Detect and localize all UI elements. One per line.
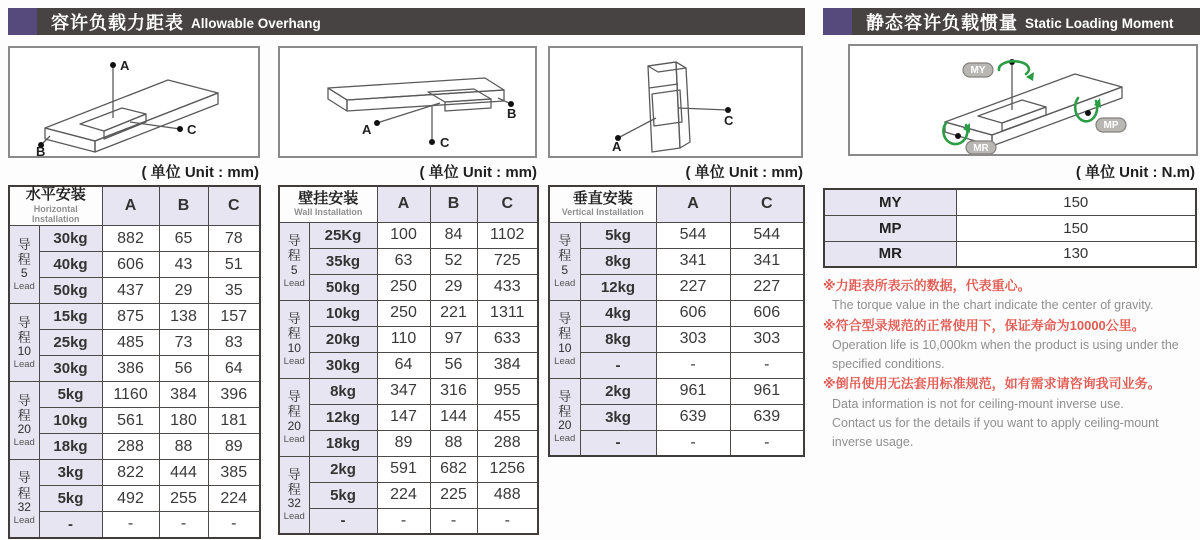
lead-cell [279, 300, 309, 378]
table-title-zh: 水平安装 [25, 186, 86, 203]
value-cell: 1256 [477, 456, 538, 482]
vertical-rail-drawing [550, 48, 801, 156]
lead-line: 程 [17, 252, 31, 267]
accent-square [823, 8, 852, 35]
lead-cell [549, 222, 580, 300]
table-title-en: Wall Installation [294, 207, 363, 218]
table-row [279, 300, 538, 326]
lead-line: 10 [17, 344, 31, 359]
table-row [279, 482, 538, 508]
load-cell: 8kg [309, 378, 377, 404]
lead-cell [9, 226, 39, 304]
load-cell: 5kg [580, 222, 656, 248]
value-cell: 227 [730, 274, 804, 300]
lead-line: 导 [287, 466, 301, 482]
moment-label: MY [824, 189, 956, 215]
load-cell: 15kg [39, 304, 102, 330]
value-cell: 384 [477, 352, 538, 378]
note-en-line: Contact us for the details if you want to apply ceiling-mount [832, 415, 1159, 430]
load-cell: 30kg [39, 226, 102, 252]
value-cell: 606 [656, 300, 730, 326]
value-cell: 180 [159, 408, 208, 434]
diagram-vertical-installation [548, 46, 803, 158]
section-title-en: Static Loading Moment [1025, 15, 1174, 31]
load-cell: 10kg [39, 408, 102, 434]
value-cell: 64 [208, 356, 260, 382]
lead-line: 导 [558, 388, 572, 404]
value-cell: 89 [377, 430, 430, 456]
section-title-zh: 容许负载力距表 [51, 12, 184, 33]
notes-block [823, 276, 1200, 453]
value-cell: 29 [159, 278, 208, 304]
horizontal-installation-table [8, 185, 261, 539]
value-cell: 181 [208, 408, 260, 434]
value-cell: - [656, 352, 730, 378]
unit-label-mm: ( 单位 Unit : mm) [685, 164, 803, 181]
lead-line: 5 [290, 262, 298, 277]
value-cell: 347 [377, 378, 430, 404]
lead-line: Lead [554, 355, 576, 367]
load-cell: 18kg [39, 434, 102, 460]
value-cell: 88 [430, 430, 477, 456]
note-zh-line: ※力距表所表示的数据，代表重心。 [823, 278, 1031, 293]
note-en-line: The torque value in the chart indicate the center of gravity. [832, 298, 1154, 313]
table-row [279, 404, 538, 430]
value-cell: 303 [730, 326, 804, 352]
load-cell: 12kg [309, 404, 377, 430]
value-cell: - [430, 508, 477, 534]
table-row [549, 326, 804, 352]
load-cell: 2kg [309, 456, 377, 482]
point-b-label: B [36, 144, 46, 156]
moment-row [824, 241, 1196, 267]
load-cell: 3kg [39, 460, 102, 486]
load-cell: 8kg [580, 326, 656, 352]
table-row [279, 248, 538, 274]
load-cell: 30kg [39, 356, 102, 382]
section-header-allowable-overhang [8, 8, 805, 35]
table-title-en: Horizontal Installation [32, 203, 80, 225]
value-cell: 64 [377, 352, 430, 378]
lead-line: 程 [287, 482, 301, 498]
table-title-zh: 壁挂安装 [298, 189, 359, 207]
section-title-en: Allowable Overhang [191, 15, 321, 31]
unit-label-nm: ( 单位 Unit : N.m) [1075, 164, 1195, 181]
value-cell: 544 [656, 222, 730, 248]
lead-line: Lead [13, 437, 35, 449]
load-cell: 30kg [309, 352, 377, 378]
lead-line: 导 [17, 392, 31, 408]
table-row [9, 304, 260, 330]
table-row [549, 222, 804, 248]
column-header-b: B [159, 186, 208, 226]
lead-line: Lead [283, 433, 305, 445]
value-cell: 561 [102, 408, 159, 434]
value-cell: 544 [730, 222, 804, 248]
moment-label: MR [824, 241, 956, 267]
moment-rail-drawing [850, 46, 1196, 154]
column-header-a: A [656, 186, 730, 222]
value-cell: 455 [477, 404, 538, 430]
value-cell: 288 [102, 434, 159, 460]
table-row [549, 404, 804, 430]
value-cell: 227 [656, 274, 730, 300]
table-title [9, 186, 102, 226]
moment-value: 150 [956, 189, 1196, 215]
value-cell: 955 [477, 378, 538, 404]
lead-line: 5 [561, 262, 569, 277]
value-cell: - [159, 512, 208, 538]
value-cell: 488 [477, 482, 538, 508]
lead-line: 程 [558, 326, 572, 342]
moment-row [824, 215, 1196, 241]
column-header-c: C [208, 186, 260, 226]
load-cell: 25Kg [309, 222, 377, 248]
table-row [9, 460, 260, 486]
value-cell: 444 [159, 460, 208, 486]
table-title [279, 186, 377, 222]
table-title-zh: 垂直安装 [572, 189, 633, 207]
value-cell: - [656, 430, 730, 456]
load-cell: 4kg [580, 300, 656, 326]
value-cell: 303 [656, 326, 730, 352]
value-cell: 100 [377, 222, 430, 248]
load-cell: 8kg [580, 248, 656, 274]
value-cell: 1311 [477, 300, 538, 326]
column-header-a: A [377, 186, 430, 222]
lead-line: Lead [554, 433, 576, 445]
point-c-label: C [724, 113, 734, 128]
value-cell: 250 [377, 300, 430, 326]
lead-line: 导 [287, 311, 301, 327]
value-cell: 433 [477, 274, 538, 300]
load-cell: 3kg [580, 404, 656, 430]
value-cell: 255 [159, 486, 208, 512]
moment-my-badge: MY [970, 65, 986, 76]
table-row [279, 456, 538, 482]
load-cell: 50kg [39, 278, 102, 304]
point-b-label: B [507, 106, 517, 121]
load-cell: 2kg [580, 378, 656, 404]
lead-line: 32 [287, 496, 301, 511]
column-header-b: B [430, 186, 477, 222]
lead-line: 导 [287, 233, 301, 249]
lead-line: 20 [17, 422, 31, 437]
moment-value: 130 [956, 241, 1196, 267]
table-row [279, 222, 538, 248]
value-cell: 84 [430, 222, 477, 248]
value-cell: 385 [208, 460, 260, 486]
lead-cell [549, 378, 580, 456]
note-en-line: Data information is not for ceiling-mount inverse use. [832, 396, 1124, 411]
lead-line: 导 [17, 236, 31, 252]
load-cell: 25kg [39, 330, 102, 356]
lead-line: 程 [287, 326, 301, 342]
lead-cell [279, 222, 309, 300]
note-zh-line: ※倒吊使用无法套用标准规范，如有需求请咨询我司业务。 [823, 376, 1161, 392]
load-cell: - [580, 430, 656, 456]
note-en-line: inverse usage. [832, 435, 914, 450]
table-row [9, 330, 260, 356]
value-cell: 52 [430, 248, 477, 274]
value-cell: 88 [159, 434, 208, 460]
value-cell: 961 [730, 378, 804, 404]
table-row [549, 430, 804, 456]
lead-line: 20 [558, 418, 572, 433]
value-cell: 875 [102, 304, 159, 330]
load-cell: - [309, 508, 377, 534]
load-cell: 12kg [580, 274, 656, 300]
value-cell: 224 [208, 486, 260, 512]
load-cell: 5kg [39, 486, 102, 512]
table-row [9, 434, 260, 460]
lead-cell [9, 304, 39, 382]
value-cell: 144 [430, 404, 477, 430]
lead-cell [279, 378, 309, 456]
value-cell: 492 [102, 486, 159, 512]
value-cell: 56 [430, 352, 477, 378]
load-cell: 10kg [309, 300, 377, 326]
table-row [549, 378, 804, 404]
value-cell: - [377, 508, 430, 534]
value-cell: 73 [159, 330, 208, 356]
value-cell: 633 [477, 326, 538, 352]
value-cell: 882 [102, 226, 159, 252]
table-title [549, 186, 656, 222]
value-cell: 682 [430, 456, 477, 482]
value-cell: 110 [377, 326, 430, 352]
point-c-label: C [440, 135, 450, 150]
lead-line: 程 [17, 485, 31, 501]
load-cell: 20kg [309, 326, 377, 352]
table-row [549, 352, 804, 378]
lead-line: 程 [287, 248, 301, 264]
lead-line: Lead [283, 355, 305, 367]
note-en-line: Operation life is 10,000km when the product is using under the [832, 337, 1179, 352]
lead-line: Lead [283, 511, 305, 523]
value-cell: - [102, 512, 159, 538]
load-cell: 50kg [309, 274, 377, 300]
static-loading-moment-table [823, 188, 1197, 268]
value-cell: 1160 [102, 382, 159, 408]
wall-installation-table [278, 185, 539, 535]
table-title-en: Vertical Installation [561, 207, 644, 218]
lead-line: Lead [13, 281, 35, 293]
lead-line: Lead [554, 277, 576, 289]
lead-line: Lead [13, 359, 35, 371]
table-row [9, 356, 260, 382]
table-row [279, 352, 538, 378]
column-header-a: A [102, 186, 159, 226]
table-row [549, 248, 804, 274]
value-cell: 157 [208, 304, 260, 330]
lead-line: 程 [558, 404, 572, 420]
lead-line: 导 [17, 470, 31, 486]
lead-line: 20 [287, 418, 301, 433]
moment-mr-badge: MR [973, 143, 989, 154]
value-cell: 396 [208, 382, 260, 408]
value-cell: 83 [208, 330, 260, 356]
load-cell: 35kg [309, 248, 377, 274]
value-cell: 341 [730, 248, 804, 274]
lead-line: Lead [13, 514, 35, 526]
note-zh-line: ※符合型录规范的正常使用下，保证寿命为10000公里。 [823, 317, 1145, 333]
table-row [279, 430, 538, 456]
lead-line: 5 [20, 266, 28, 281]
column-header-c: C [477, 186, 538, 222]
section-header-static-loading-moment [823, 8, 1200, 35]
value-cell: 97 [430, 326, 477, 352]
value-cell: 250 [377, 274, 430, 300]
load-cell: 18kg [309, 430, 377, 456]
value-cell: 65 [159, 226, 208, 252]
moment-row [824, 189, 1196, 215]
point-a-label: A [362, 122, 372, 137]
value-cell: 961 [656, 378, 730, 404]
lead-cell [549, 300, 580, 378]
table-row [9, 226, 260, 252]
diagram-wall-installation [278, 46, 537, 158]
value-cell: 639 [656, 404, 730, 430]
accent-square [8, 8, 37, 35]
lead-line: Lead [283, 277, 305, 289]
value-cell: 341 [656, 248, 730, 274]
value-cell: - [730, 430, 804, 456]
unit-label-mm: ( 单位 Unit : mm) [141, 164, 259, 181]
lead-line: 程 [287, 404, 301, 420]
value-cell: 288 [477, 430, 538, 456]
value-cell: 51 [208, 252, 260, 278]
value-cell: 725 [477, 248, 538, 274]
table-row [9, 486, 260, 512]
value-cell: 606 [102, 252, 159, 278]
value-cell: - [477, 508, 538, 534]
value-cell: 147 [377, 404, 430, 430]
value-cell: 29 [430, 274, 477, 300]
moment-label: MP [824, 215, 956, 241]
value-cell: 606 [730, 300, 804, 326]
load-cell: - [39, 512, 102, 538]
point-a-label: A [612, 139, 622, 154]
wall-rail-drawing [280, 48, 535, 156]
value-cell: 56 [159, 356, 208, 382]
value-cell: 63 [377, 248, 430, 274]
table-row [9, 408, 260, 434]
value-cell: 437 [102, 278, 159, 304]
value-cell: 386 [102, 356, 159, 382]
lead-line: 导 [558, 233, 572, 249]
value-cell: 1102 [477, 222, 538, 248]
section-title-zh: 静态容许负载惯量 [866, 12, 1018, 33]
table-row [279, 274, 538, 300]
table-row [279, 326, 538, 352]
lead-cell [279, 456, 309, 534]
lead-line: 32 [17, 500, 31, 515]
lead-line: 10 [558, 340, 572, 355]
value-cell: 591 [377, 456, 430, 482]
value-cell: 35 [208, 278, 260, 304]
point-a-label: A [120, 58, 130, 73]
table-row [9, 252, 260, 278]
value-cell: 78 [208, 226, 260, 252]
table-row [279, 508, 538, 534]
load-cell: 5kg [309, 482, 377, 508]
table-row [9, 512, 260, 538]
lead-line: 10 [287, 340, 301, 355]
table-row [279, 378, 538, 404]
value-cell: 89 [208, 434, 260, 460]
value-cell: 43 [159, 252, 208, 278]
lead-cell [9, 460, 39, 538]
value-cell: - [730, 352, 804, 378]
vertical-installation-table [548, 185, 805, 457]
lead-line: 程 [17, 408, 31, 423]
value-cell: 138 [159, 304, 208, 330]
value-cell: - [208, 512, 260, 538]
lead-line: 程 [17, 330, 31, 345]
moment-value: 150 [956, 215, 1196, 241]
lead-line: 导 [558, 311, 572, 327]
diagram-static-loading-moment [848, 44, 1198, 156]
lead-line: 导 [17, 314, 31, 330]
value-cell: 224 [377, 482, 430, 508]
load-cell: - [580, 352, 656, 378]
load-cell: 40kg [39, 252, 102, 278]
value-cell: 485 [102, 330, 159, 356]
table-row [9, 382, 260, 408]
diagram-horizontal-installation [8, 46, 260, 158]
value-cell: 639 [730, 404, 804, 430]
value-cell: 221 [430, 300, 477, 326]
table-row [549, 274, 804, 300]
column-header-c: C [730, 186, 804, 222]
table-row [9, 278, 260, 304]
value-cell: 225 [430, 482, 477, 508]
table-row [549, 300, 804, 326]
lead-line: 导 [287, 389, 301, 405]
unit-label-mm: ( 单位 Unit : mm) [419, 164, 537, 181]
moment-mp-badge: MP [1103, 120, 1119, 131]
lead-cell [9, 382, 39, 460]
point-c-label: C [187, 122, 197, 137]
value-cell: 316 [430, 378, 477, 404]
value-cell: 384 [159, 382, 208, 408]
horizontal-rail-drawing [10, 48, 258, 156]
lead-line: 程 [558, 248, 572, 264]
load-cell: 5kg [39, 382, 102, 408]
value-cell: 822 [102, 460, 159, 486]
note-en-line: specified conditions. [832, 357, 945, 372]
